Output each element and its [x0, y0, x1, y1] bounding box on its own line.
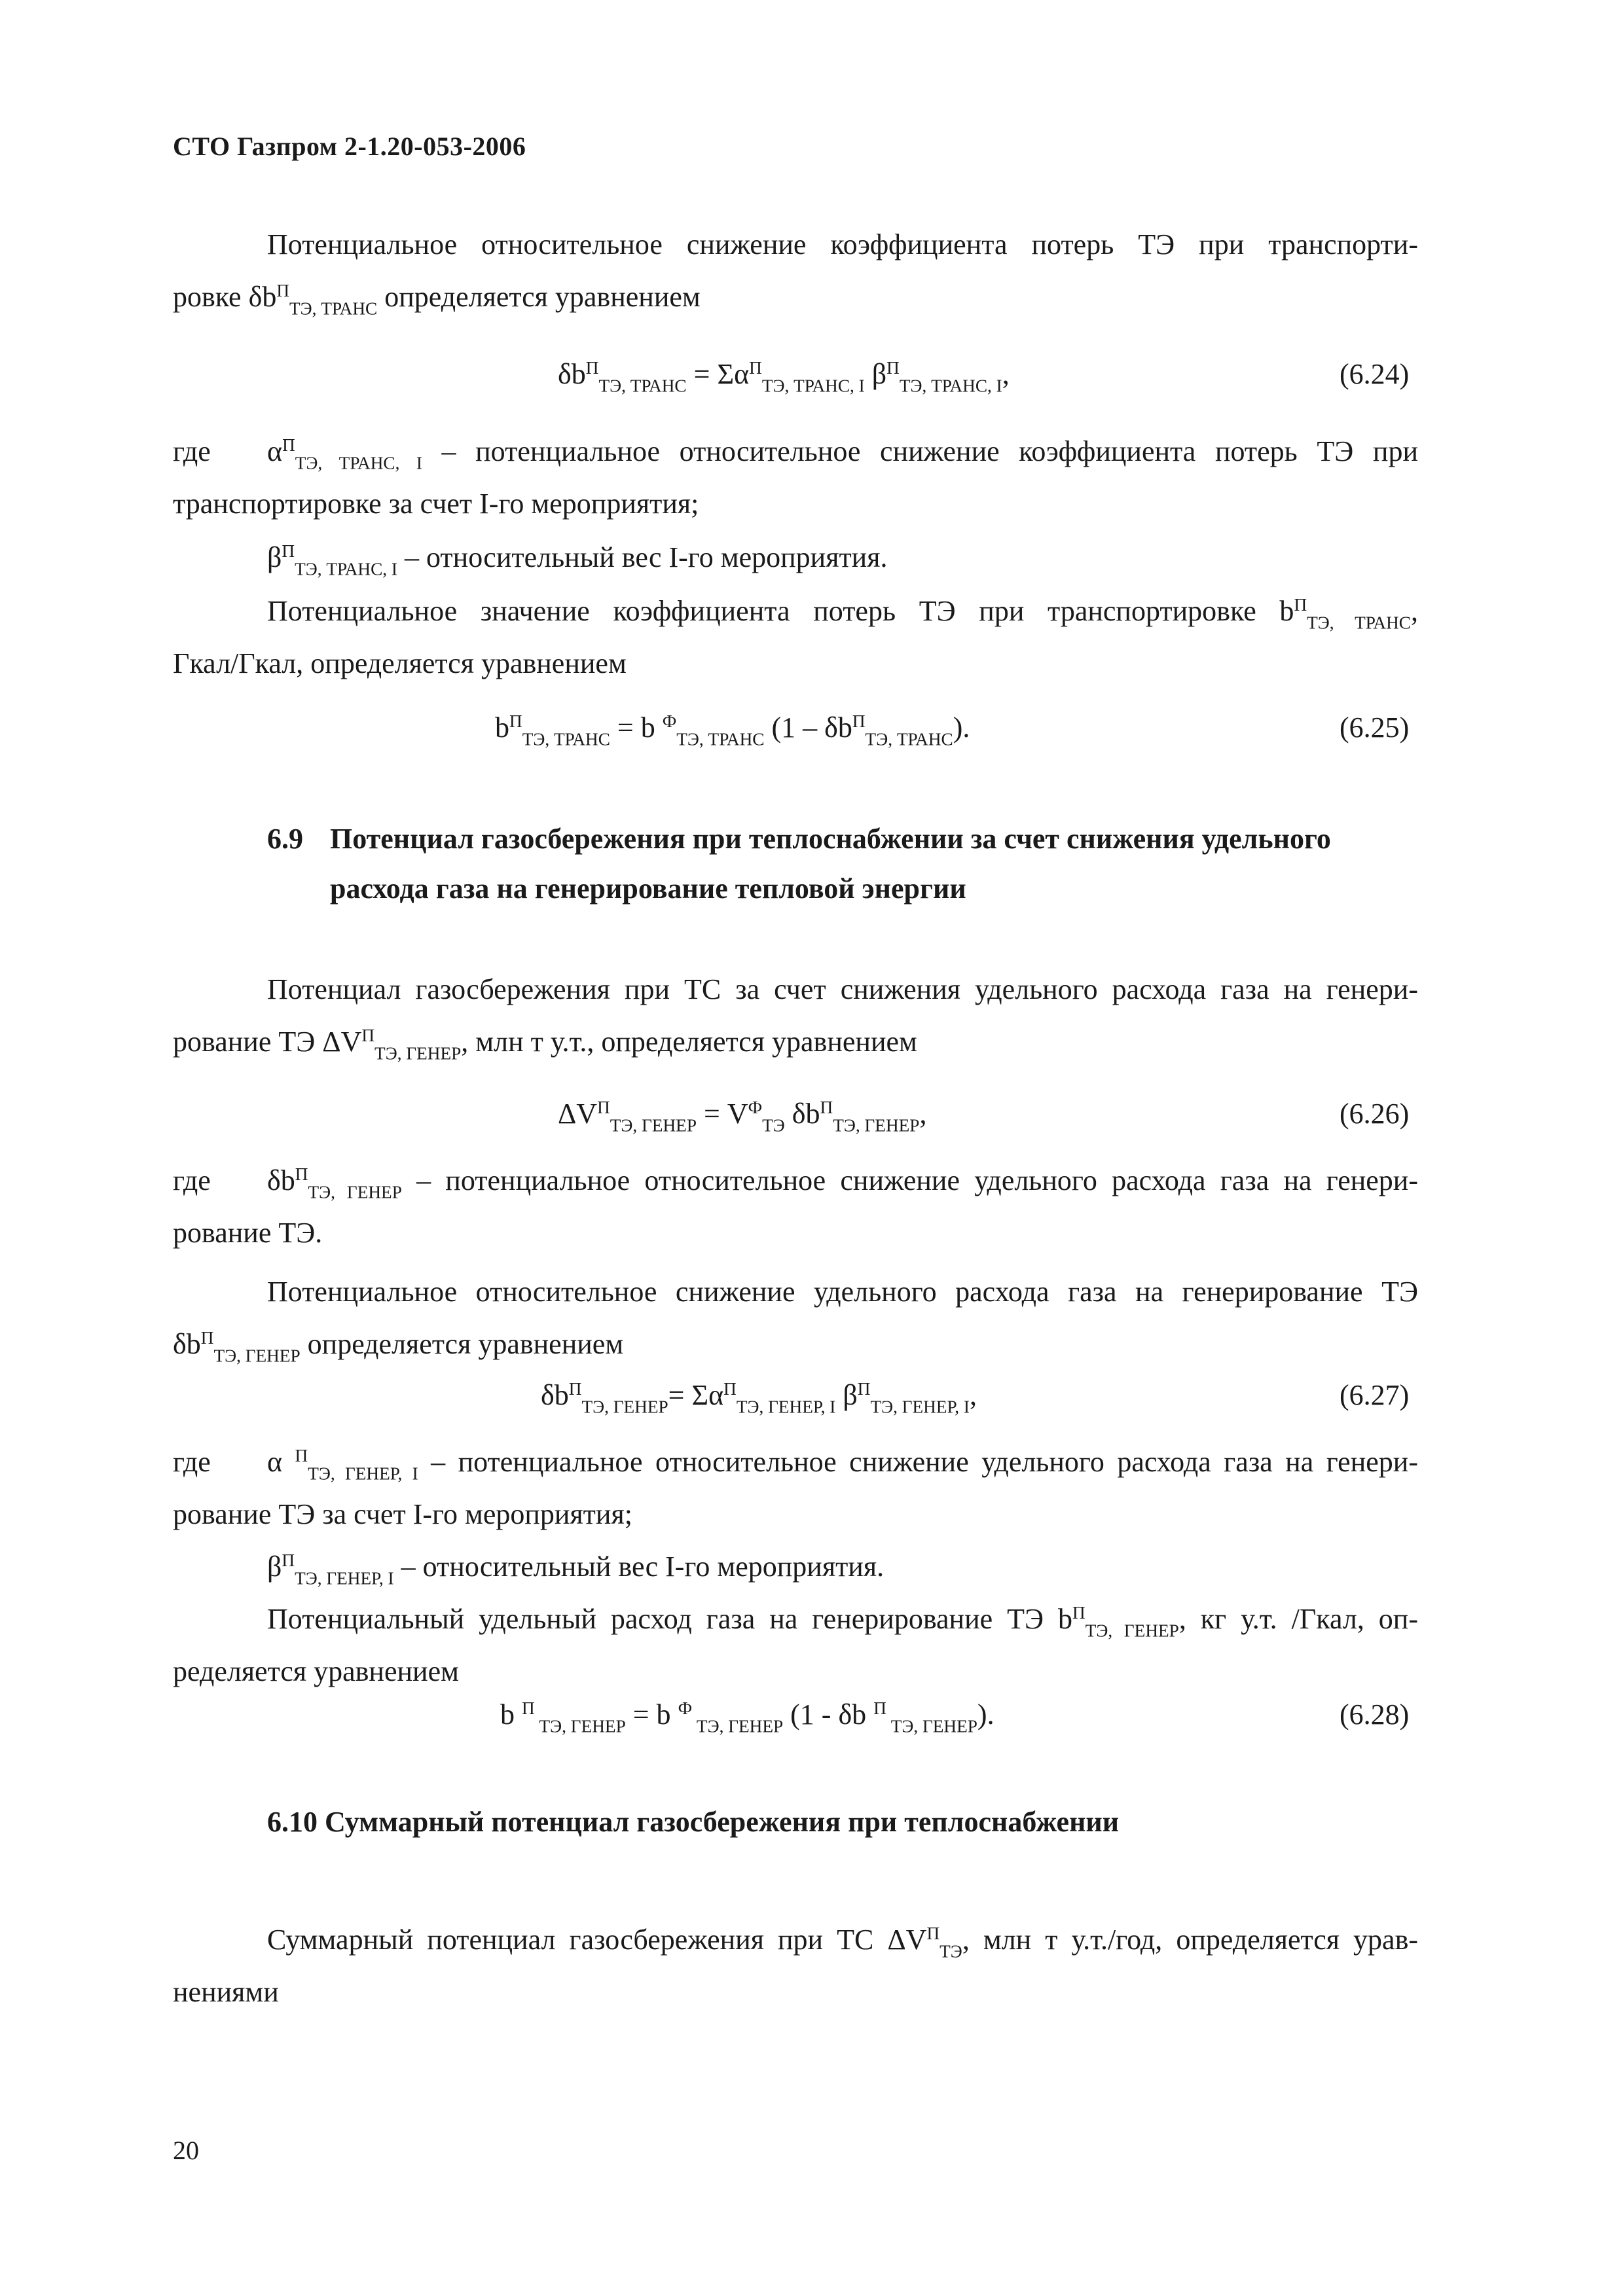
paragraph-line: $\delta b^П_{ТЭ, ГЕНЕР}$ определяется уравнением — [173, 1328, 624, 1366]
definition-line: $\delta b^П_{ТЭ, ГЕНЕР}$ – потенциальное относительное снижение удельного расхода газа на генери- — [267, 1164, 1418, 1202]
section-title: 6.10 Суммарный потенциал газосбережения при теплоснабжении — [267, 1806, 1120, 1838]
definition-line: рование ТЭ за счет I-го мероприятия; — [173, 1498, 632, 1530]
definition-line: α $^П_{ТЭ, ГЕНЕР, I}$ – потенциальное относительное снижение удельного расхода газа на генери- — [267, 1446, 1418, 1484]
equation-6-24: $\delta b^П_{ТЭ, ТРАНС} = \Sigma\alpha^П_{ТЭ, ТРАНС, I}$ $\beta^П_{ТЭ, ТРАНС, I}$, — [558, 358, 1010, 396]
where-label: где — [173, 1446, 211, 1478]
paragraph-line: Суммарный потенциал газосбережения при ТС $\Delta V^П_{ТЭ}$, млн т у.т./год, определяется урав- — [267, 1924, 1418, 1962]
paragraph-line: ровке $\delta b^П_{ТЭ, ТРАНС}$ определяется уравнением — [173, 281, 701, 319]
equation-6-27: $\delta b^П_{ТЭ, ГЕНЕР}= \Sigma\alpha^П_{ТЭ, ГЕНЕР, I}$ $\beta^П_{ТЭ, ГЕНЕР, I}$, — [541, 1379, 977, 1417]
paragraph-line: Гкал/Гкал, определяется уравнением — [173, 647, 627, 679]
paragraph-line: ределяется уравнением — [173, 1655, 459, 1687]
paragraph-line: Потенциальный удельный расход газа на генерирование ТЭ $b^П_{ТЭ, ГЕНЕР}$, кг у.т. /Гкал, оп- — [267, 1603, 1418, 1641]
equation-number: (6.27) — [1340, 1379, 1410, 1411]
paragraph-line: нениями — [173, 1976, 279, 2008]
paragraph-line: Потенциальное относительное снижение коэффициента потерь ТЭ при транспорти- — [267, 228, 1418, 260]
equation-number: (6.26) — [1340, 1098, 1410, 1130]
definition-line: $\beta^П_{ТЭ, ГЕНЕР, I}$ – относительный вес I-го мероприятия. — [267, 1551, 884, 1588]
paragraph-line: рование ТЭ $\Delta V^П_{ТЭ, ГЕНЕР}$, млн т у.т., определяется уравнением — [173, 1026, 917, 1064]
definition-line: транспортировке за счет I-го мероприятия; — [173, 488, 699, 520]
equation-number: (6.24) — [1340, 358, 1410, 390]
section-title: Потенциал газосбережения при теплоснабжении за счет снижения удельного — [330, 823, 1331, 855]
where-label: где — [173, 435, 211, 467]
document-header: СТО Газпром 2-1.20-053-2006 — [173, 132, 526, 161]
definition-line: $\alpha^П_{ТЭ, ТРАНС, I}$ – потенциальное относительное снижение коэффициента потерь ТЭ при — [267, 435, 1418, 473]
where-label: где — [173, 1164, 211, 1196]
definition-line: рование ТЭ. — [173, 1217, 323, 1249]
equation-6-28: b $^П$ $_{ТЭ, ГЕНЕР}$ = b $^Ф$ $_{ТЭ, ГЕНЕР}$ (1 - δb $^П$ $_{ТЭ, ГЕНЕР}$). — [500, 1698, 994, 1736]
paragraph-line: Потенциальное значение коэффициента потерь ТЭ при транспортировке $b^П_{ТЭ, ТРАНС}$, — [267, 595, 1418, 633]
paragraph-line: Потенциал газосбережения при ТС за счет снижения удельного расхода газа на генери- — [267, 973, 1418, 1005]
equation-number: (6.28) — [1340, 1698, 1410, 1731]
equation-6-25: $b^П_{ТЭ, ТРАНС} = b$ $^Ф_{ТЭ, ТРАНС}$ $(1 - \delta b^П_{ТЭ, ТРАНС})$. — [495, 711, 970, 749]
section-number: 6.9 — [267, 823, 303, 855]
equation-6-26: $\Delta V^П_{ТЭ, ГЕНЕР} = V^Ф_{ТЭ}$ $\delta b^П_{ТЭ, ГЕНЕР}$, — [558, 1098, 927, 1136]
definition-line: $\beta^П_{ТЭ, ТРАНС, I}$ – относительный вес I-го мероприятия. — [267, 541, 888, 579]
equation-number: (6.25) — [1340, 711, 1410, 744]
page-number: 20 — [173, 2136, 199, 2165]
paragraph-line: Потенциальное относительное снижение удельного расхода газа на генерирование ТЭ — [267, 1276, 1418, 1308]
section-title: расхода газа на генерирование тепловой энергии — [330, 872, 966, 905]
